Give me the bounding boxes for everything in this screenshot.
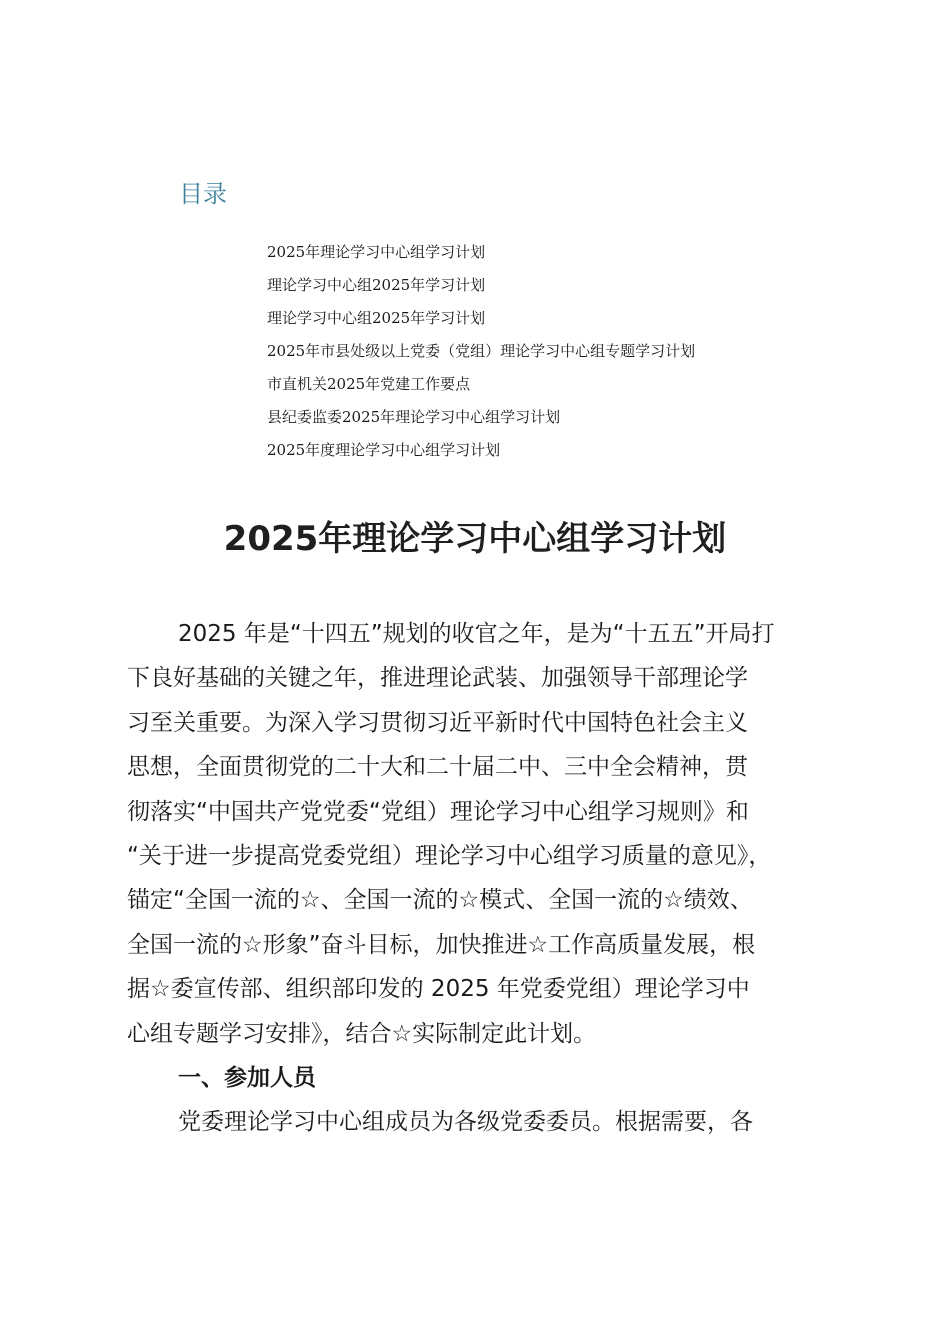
paragraph-line: 心组专题学习安排》，结合☆实际制定此计划。 [127,1020,597,1047]
toc-list [267,236,695,467]
toc-item[interactable]: 理论学习中心组2025年学习计划 [267,276,486,294]
paragraph-line: 2025 年是“十四五”规划的收官之年，是为“十五五”开局打 [178,621,775,647]
paragraph-line: 党委理论学习中心组成员为各级党委委员。根据需要，各 [178,1109,753,1136]
toc-item[interactable]: 2025年度理论学习中心组学习计划 [267,441,501,459]
paragraph-line: 思想，全面贯彻党的二十大和二十届二中、三中全会精神，贯 [127,754,748,781]
paragraph-line: 全国一流的☆形象”奋斗目标，加快推进☆工作高质量发展，根 [127,931,756,958]
document-body [127,612,831,1145]
paragraph-line: 锚定“全国一流的☆、全国一流的☆模式、全国一流的☆绩效、 [127,887,753,914]
toc-item[interactable]: 市直机关2025年党建工作要点 [267,375,471,393]
paragraph-line: 下良好基础的关键之年，推进理论武装、加强领导干部理论学 [127,665,748,692]
document-title: 2025年理论学习中心组学习计划 [223,519,727,559]
toc-item[interactable]: 县纪委监委2025年理论学习中心组学习计划 [267,408,561,426]
toc-heading: 目录 [179,180,227,208]
paragraph-line: 习至关重要。为深入学习贯彻习近平新时代中国特色社会主义 [127,709,748,736]
toc-item[interactable]: 2025年市县处级以上党委（党组）理论学习中心组专题学习计划 [267,342,696,360]
paragraph-line: “关于进一步提高党委党组）理论学习中心组学习质量的意见》， [127,842,772,869]
toc-item[interactable]: 理论学习中心组2025年学习计划 [267,309,486,327]
section-heading: 一、参加人员 [178,1064,316,1091]
toc-item[interactable]: 2025年理论学习中心组学习计划 [267,243,486,261]
paragraph-line: 彻落实“中国共产党党委“党组）理论学习中心组学习规则》和 [127,798,749,825]
paragraph-line: 据☆委宣传部、组织部印发的 2025 年党委党组）理论学习中 [127,976,750,1003]
